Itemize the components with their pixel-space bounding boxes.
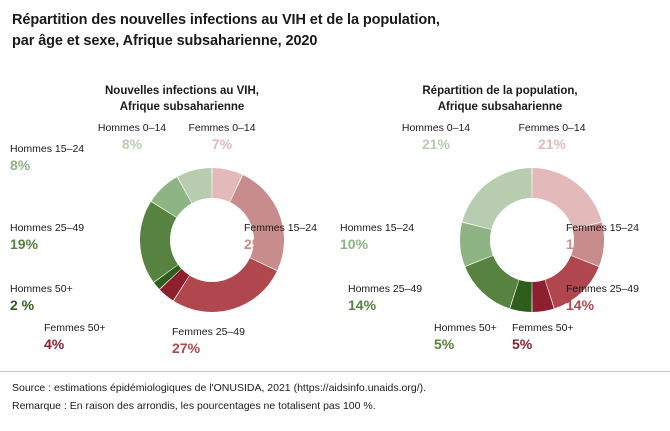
donut-slice — [174, 258, 277, 312]
label-left-men-25-49: Hommes 25–49 19% — [10, 222, 85, 253]
label-right-women-50-plus: Femmes 50+ 5% — [512, 322, 574, 353]
label-left-men-50-plus: Hommes 50+ 2 % — [10, 283, 73, 314]
label-right-women-15-24: Femmes 15–24 10% — [566, 222, 639, 253]
left-panel-subtitle: Nouvelles infections au VIH, Afrique subsaharienne — [104, 85, 259, 113]
label-left-women-15-24: Femmes 15–24 25% — [244, 222, 317, 253]
right-panel-subtitle: Répartition de la population, Afrique subsaharienne — [422, 85, 578, 113]
label-right-men-25-49: Hommes 25–49 14% — [348, 283, 423, 314]
donut-slice — [532, 168, 601, 229]
label-right-women-0-14: Femmes 0–14 21% — [518, 122, 586, 153]
page-title: Répartition des nouvelles infections au VIH et de la population, par âge et sexe, Afrique subsaharienne, 2020 — [12, 12, 440, 50]
label-left-women-0-14: Femmes 0–14 7% — [188, 122, 256, 153]
label-left-women-25-49: Femmes 25–49 27% — [172, 326, 245, 357]
source-note: Source : estimations épidémiologiques de l'ONUSIDA, 2021 (https://aidsinfo.unaids.org/). — [12, 382, 427, 394]
label-right-women-25-49: Femmes 25–49 14% — [566, 283, 639, 314]
donut-slice — [462, 168, 531, 229]
label-right-men-0-14: Hommes 0–14 21% — [401, 122, 471, 153]
label-left-men-0-14: Hommes 0–14 8% — [97, 122, 167, 153]
donut-slice — [465, 256, 519, 309]
label-left-women-50-plus: Femmes 50+ 4% — [44, 322, 106, 353]
label-right-men-15-24: Hommes 15–24 10% — [340, 222, 415, 253]
label-right-men-50-plus: Hommes 50+ 5% — [434, 322, 497, 353]
remark-note: Remarque : En raison des arrondis, les pourcentages ne totalisent pas 100 %. — [12, 400, 376, 412]
label-left-men-15-24: Hommes 15–24 8% — [10, 143, 85, 174]
footer-divider — [0, 371, 670, 372]
